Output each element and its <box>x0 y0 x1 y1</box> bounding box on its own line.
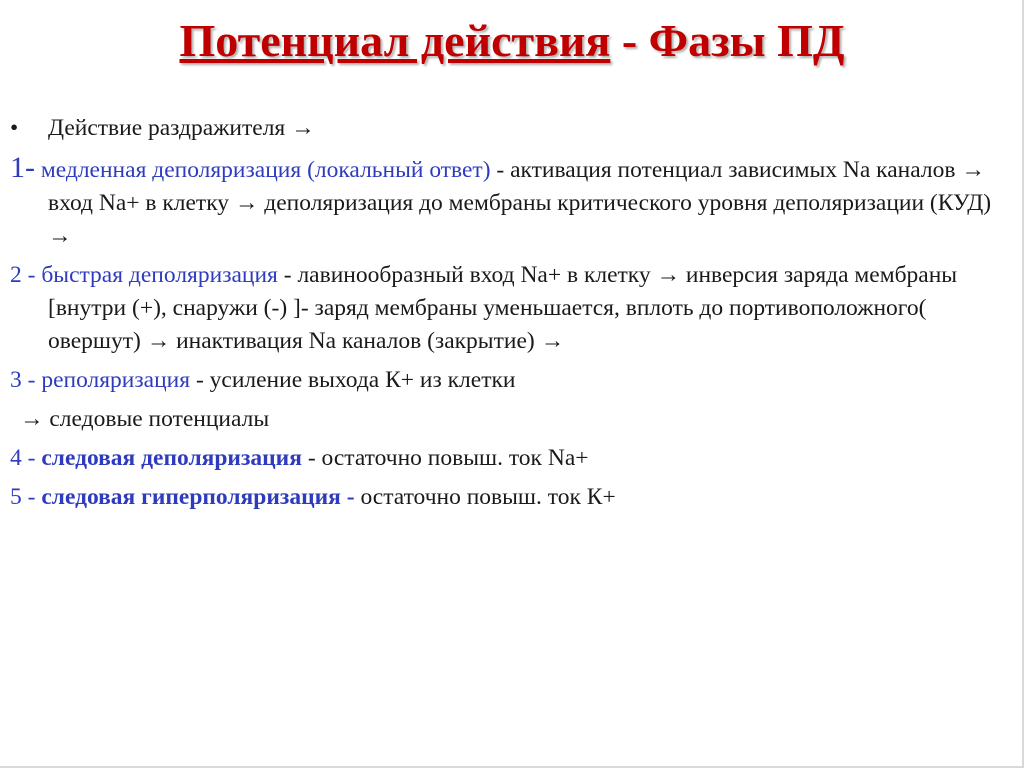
title-main: Потенциал действия <box>179 15 611 66</box>
phase-4 <box>10 442 1000 475</box>
phase-4-number: 4 - <box>10 445 36 471</box>
phase-2-number: 2 - <box>10 262 36 288</box>
phase-5-label: следовая гиперполяризация - <box>41 484 355 510</box>
title-sub: - Фазы ПД <box>610 15 845 66</box>
bullet-text: Действие раздражителя → <box>48 115 315 141</box>
phase-5-number: 5 - <box>10 484 36 510</box>
phase-4-text: - остаточно повыш. ток Na+ <box>301 445 589 471</box>
phase-1-number: 1- <box>10 151 35 184</box>
bullet-icon: • <box>10 115 19 141</box>
page-title <box>0 14 1024 67</box>
trace-potentials <box>10 403 1000 436</box>
trace-text: → следовые потенциалы <box>20 406 270 432</box>
phase-2-label: быстрая деполяризация <box>41 262 278 288</box>
phase-2 <box>10 259 1000 358</box>
phase-3-text: - усиление выхода К+ из клетки <box>190 367 516 393</box>
content <box>10 112 1000 520</box>
bullet-item <box>10 112 1000 145</box>
phase-3 <box>10 364 1000 397</box>
phase-3-label: реполяризация <box>41 367 191 393</box>
phase-3-number: 3 - <box>10 367 36 393</box>
phase-5-text: остаточно повыш. ток К+ <box>354 484 616 510</box>
phase-1-text: - активация потенциал зависимых Na каналов → вход Na+ в клетку → деполяризация до мембраны критического уровня деполяризации (КУД) → <box>48 157 992 249</box>
phase-1 <box>10 151 1000 253</box>
phase-5 <box>10 481 1000 514</box>
phase-1-label: медленная деполяризация (локальный ответ) <box>40 157 491 183</box>
phase-4-label: следовая деполяризация <box>41 445 302 471</box>
phase-2-text: - лавинообразный вход Na+ в клетку → инверсия заряда мембраны [внутри (+), снаружи (-) ]- заряд мембраны уменьшается, вплоть до портивоположного( овершут) → инактивация Na каналов (закрытие) → <box>48 262 958 354</box>
